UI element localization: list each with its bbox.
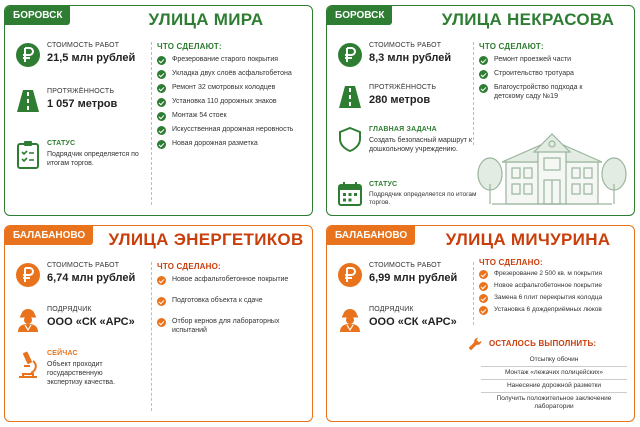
status-label: СТАТУС [369,181,398,188]
card-ulitsa-nekrasova [326,5,635,216]
ruble-icon [337,42,363,68]
list-item: Фрезерование 2 500 кв. м покрытия [479,270,631,279]
contractor-value: ООО «СК «АРС» [369,316,457,328]
done-title: ЧТО СДЕЛАНО: [479,258,543,267]
check-icon [157,297,166,306]
calendar-icon [337,181,363,207]
check-icon [479,306,488,315]
todo-item: Получить положительное заключение лаборатории [496,395,612,410]
card-ulitsa-michurina [326,225,635,422]
region-label: БОРОВСК [327,6,392,25]
list-item: Подготовка объекта к сдаче [157,297,309,306]
worker-icon [15,306,41,332]
road-icon [337,84,363,110]
length-value: 280 метров [369,94,431,106]
cost-value: 6,99 млн рублей [369,272,458,284]
now-label: СЕЙЧАС [47,350,78,357]
length-label: ПРОТЯЖЁННОСТЬ [369,84,437,91]
check-icon [479,70,488,79]
cost-label: СТОИМОСТЬ РАБОТ [47,42,120,49]
list-item: Отбор кернов для лабораторных испытаний [157,318,309,335]
region-label: БАЛАБАНОВО [327,226,415,245]
works-list [157,42,309,154]
list-item: Ремонт 32 смотровых колодцев [157,84,309,93]
works-title: ЧТО СДЕЛАЮТ: [157,42,222,51]
street-title: УЛИЦА МИРА [148,10,264,29]
street-title: УЛИЦА МИЧУРИНА [445,230,611,249]
check-icon [157,70,166,79]
done-title: ЧТО СДЕЛАНО: [157,262,221,271]
worker-icon [337,306,363,332]
check-icon [157,56,166,65]
todo-item: Монтаж «лежачих полицейских» [481,367,627,380]
cost-label: СТОИМОСТЬ РАБОТ [369,262,442,269]
list-item: Ремонт проезжей части [479,56,631,65]
ruble-icon [337,262,363,288]
status-label: СТАТУС [47,140,76,147]
cost-label: СТОИМОСТЬ РАБОТ [47,262,120,269]
contractor-label: ПОДРЯДЧИК [369,306,414,313]
list-item: Искусственная дорожная неровность [157,126,309,135]
region-label: БОРОВСК [5,6,70,25]
done-list [157,262,309,340]
check-icon [157,84,166,93]
check-icon [157,112,166,121]
check-icon [157,140,166,149]
ruble-icon [15,262,41,288]
check-icon [479,84,488,93]
list-item: Новая дорожная разметка [157,140,309,149]
check-icon [479,56,488,65]
street-title: УЛИЦА ЭНЕРГЕТИКОВ [108,230,304,249]
cost-value: 6,74 млн рублей [47,272,136,284]
todo-item: Нанесение дорожной разметки [481,380,627,393]
microscope-icon [15,350,41,380]
length-label: ПРОТЯЖЁННОСТЬ [47,88,115,95]
todo-title: ОСТАЛОСЬ ВЫПОЛНИТЬ: [489,339,597,348]
card-ulitsa-mira [4,5,313,216]
now-text: Объект проходит государственную экспертизу качества. [47,361,116,386]
check-icon [157,126,166,135]
check-icon [479,282,488,291]
list-item: Новое асфальтобетонное покрытие [157,276,309,285]
cost-label: СТОИМОСТЬ РАБОТ [369,42,442,49]
wrench-icon [467,336,483,352]
cost-value: 21,5 млн рублей [47,52,136,64]
cost-value: 8,3 млн рублей [369,52,452,64]
list-item: Установка 110 дорожных знаков [157,98,309,107]
works-list [479,42,631,106]
kindergarten-building-illustration [472,128,632,208]
shield-icon [337,126,363,152]
ruble-icon [15,42,41,68]
clipboard-icon [15,140,41,170]
task-text: Создать безопасный маршрут к дошкольному учреждению. [369,137,472,153]
list-item: Строительство тротуара [479,70,631,79]
done-list [479,258,631,318]
check-icon [157,318,166,327]
check-icon [157,276,166,285]
contractor-label: ПОДРЯДЧИК [47,306,92,313]
region-label: БАЛАБАНОВО [5,226,93,245]
check-icon [479,270,488,279]
list-item: Благоустройство подхода к детскому саду №19 [479,84,631,101]
length-value: 1 057 метров [47,98,118,110]
status-text: Подрядчик определяется по итогам торгов. [47,151,139,167]
list-item: Новое асфальтобетонное покрытие [479,282,631,291]
list-item: Замена 6 плит перекрытия колодца [479,294,631,303]
list-item: Фрезерование старого покрытия [157,56,309,65]
road-icon [15,88,41,114]
street-title: УЛИЦА НЕКРАСОВА [441,10,615,29]
status-text: Подрядчик определяется по итогам торгов. [369,191,477,206]
check-icon [479,294,488,303]
card-ulitsa-energetikov [4,225,313,422]
task-label: ГЛАВНАЯ ЗАДАЧА [369,126,437,133]
check-icon [157,98,166,107]
works-title: ЧТО СДЕЛАЮТ: [479,42,544,51]
list-item: Установка 6 дождеприёмных люков [479,306,631,315]
contractor-value: ООО «СК «АРС» [47,316,135,328]
todo-item: Отсыпку обочин [481,354,627,367]
list-item: Монтаж 54 стоек [157,112,309,121]
list-item: Укладка двух слоёв асфальтобетона [157,70,309,79]
